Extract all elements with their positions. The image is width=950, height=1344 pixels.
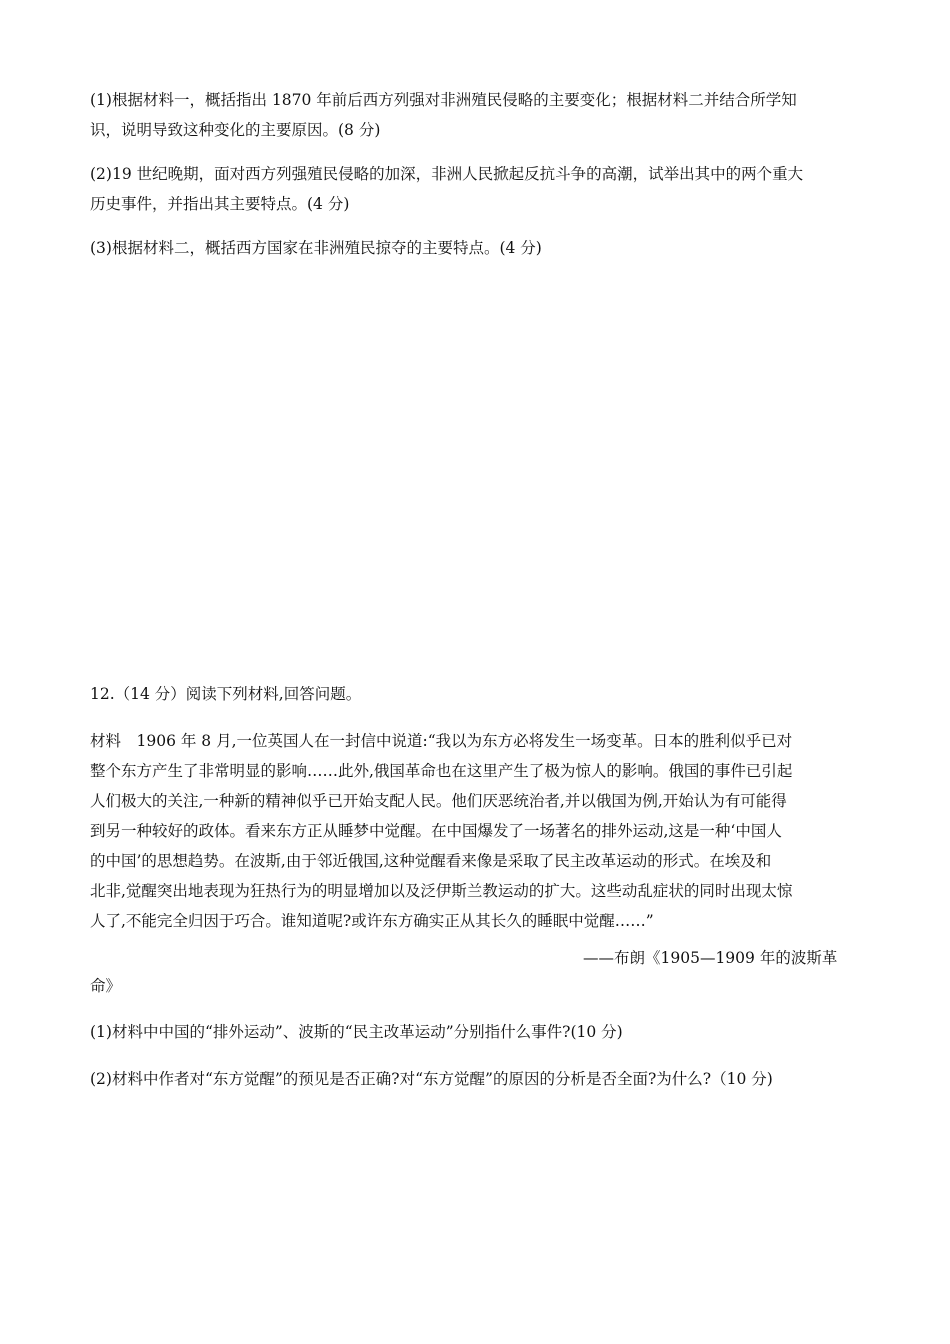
material-line: 到另一种较好的政体。看来东方正从睡梦中觉醒。在中国爆发了一场著名的排外运动,这是一种‘中国人	[90, 822, 782, 840]
question-11-1-line-1: (1)根据材料一，概括指出 1870 年前后西方列强对非洲殖民侵略的主要变化；根据材料二并结合所学知	[90, 91, 797, 109]
material-line: 人了,不能完全归因于巧合。谁知道呢?或许东方确实正从其长久的睡眠中觉醒……”	[90, 912, 654, 930]
material-line: 整个东方产生了非常明显的影响……此外,俄国革命也在这里产生了极为惊人的影响。俄国的事件已引起	[90, 762, 793, 780]
question-11-2-line-1: (2)19 世纪晚期，面对西方列强殖民侵略的加深，非洲人民掀起反抗斗争的高潮，试举出其中的两个重大	[90, 165, 804, 183]
question-11-3-line-1: (3)根据材料二，概括西方国家在非洲殖民掠夺的主要特点。(4 分)	[90, 239, 542, 257]
source-attribution: ——布朗《1905—1909 年的波斯革	[583, 949, 838, 967]
material-line: 人们极大的关注,一种新的精神似乎已开始支配人民。他们厌恶统治者,并以俄国为例,开始认为有可能得	[90, 792, 787, 810]
material-line: 的中国’的思想趋势。在波斯,由于邻近俄国,这种觉醒看来像是采取了民主改革运动的形式。在埃及和	[90, 852, 772, 870]
question-11-1-line-2: 识，说明导致这种变化的主要原因。(8 分)	[90, 121, 381, 139]
source-attribution-continued: 命》	[90, 977, 122, 995]
question-12-heading: 12.（14 分）阅读下列材料,回答问题。	[90, 685, 362, 703]
question-12-1: (1)材料中中国的“排外运动”、波斯的“民主改革运动”分别指什么事件?(10 分)	[90, 1023, 623, 1041]
question-12-2: (2)材料中作者对“东方觉醒”的预见是否正确?对“东方觉醒”的原因的分析是否全面?为什么?（10 分)	[90, 1070, 773, 1088]
question-11-2-line-2: 历史事件，并指出其主要特点。(4 分)	[90, 195, 350, 213]
material-line: 北非,觉醒突出地表现为狂热行为的明显增加以及泛伊斯兰教运动的扩大。这些动乱症状的同时出现太惊	[90, 882, 793, 900]
material-line: 材料 1906 年 8 月,一位英国人在一封信中说道:“我以为东方必将发生一场变革。日本的胜利似乎已对	[90, 732, 793, 750]
